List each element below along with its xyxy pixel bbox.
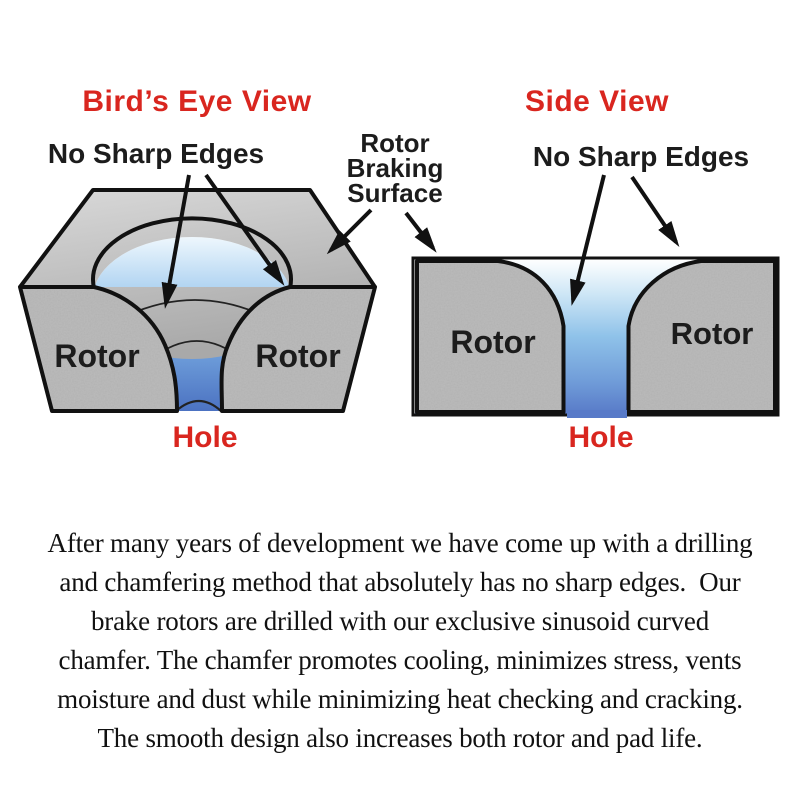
side-view-hole-label: Hole <box>568 421 634 454</box>
birds-eye-rotor-label-right: Rotor <box>255 338 341 374</box>
birds-eye-hole-label: Hole <box>172 421 238 454</box>
birds-eye-rotor-label-left: Rotor <box>54 338 140 374</box>
side-hole-channel-bottom <box>567 410 627 418</box>
description-line: and chamfering method that absolutely has no sharp edges. Our <box>59 567 741 597</box>
rotor-braking-surface-line-2: Braking <box>346 153 444 183</box>
rotor-braking-surface-line-1: Rotor <box>360 128 430 158</box>
description-line: chamfer. The chamfer promotes cooling, minimizes stress, vents <box>58 645 742 675</box>
side-view-rotor-label-left: Rotor <box>450 324 536 360</box>
rotor-braking-surface-label <box>346 128 444 208</box>
description-paragraph <box>0 524 800 758</box>
description-line: The smooth design also increases both rotor and pad life. <box>97 723 703 753</box>
birds-eye-view-title: Bird’s Eye View <box>82 85 312 118</box>
description-line: brake rotors are drilled with our exclusive sinusoid curved <box>90 606 710 636</box>
side-view-title: Side View <box>524 85 670 118</box>
birds-eye-view-figure <box>20 190 375 411</box>
braking-surface-arrow-right <box>406 213 433 248</box>
description-line: moisture and dust while minimizing heat checking and cracking. <box>57 684 743 714</box>
no-sharp-edges-label-left: No Sharp Edges <box>47 138 265 169</box>
no-sharp-edges-label-right: No Sharp Edges <box>532 141 750 172</box>
rotor-braking-surface-line-3: Surface <box>347 178 443 208</box>
no-sharp-edges-right-arrow-2 <box>632 177 676 242</box>
side-view-rotor-label-right: Rotor <box>670 316 754 351</box>
description-line: After many years of development we have come up with a drilling <box>47 528 753 558</box>
